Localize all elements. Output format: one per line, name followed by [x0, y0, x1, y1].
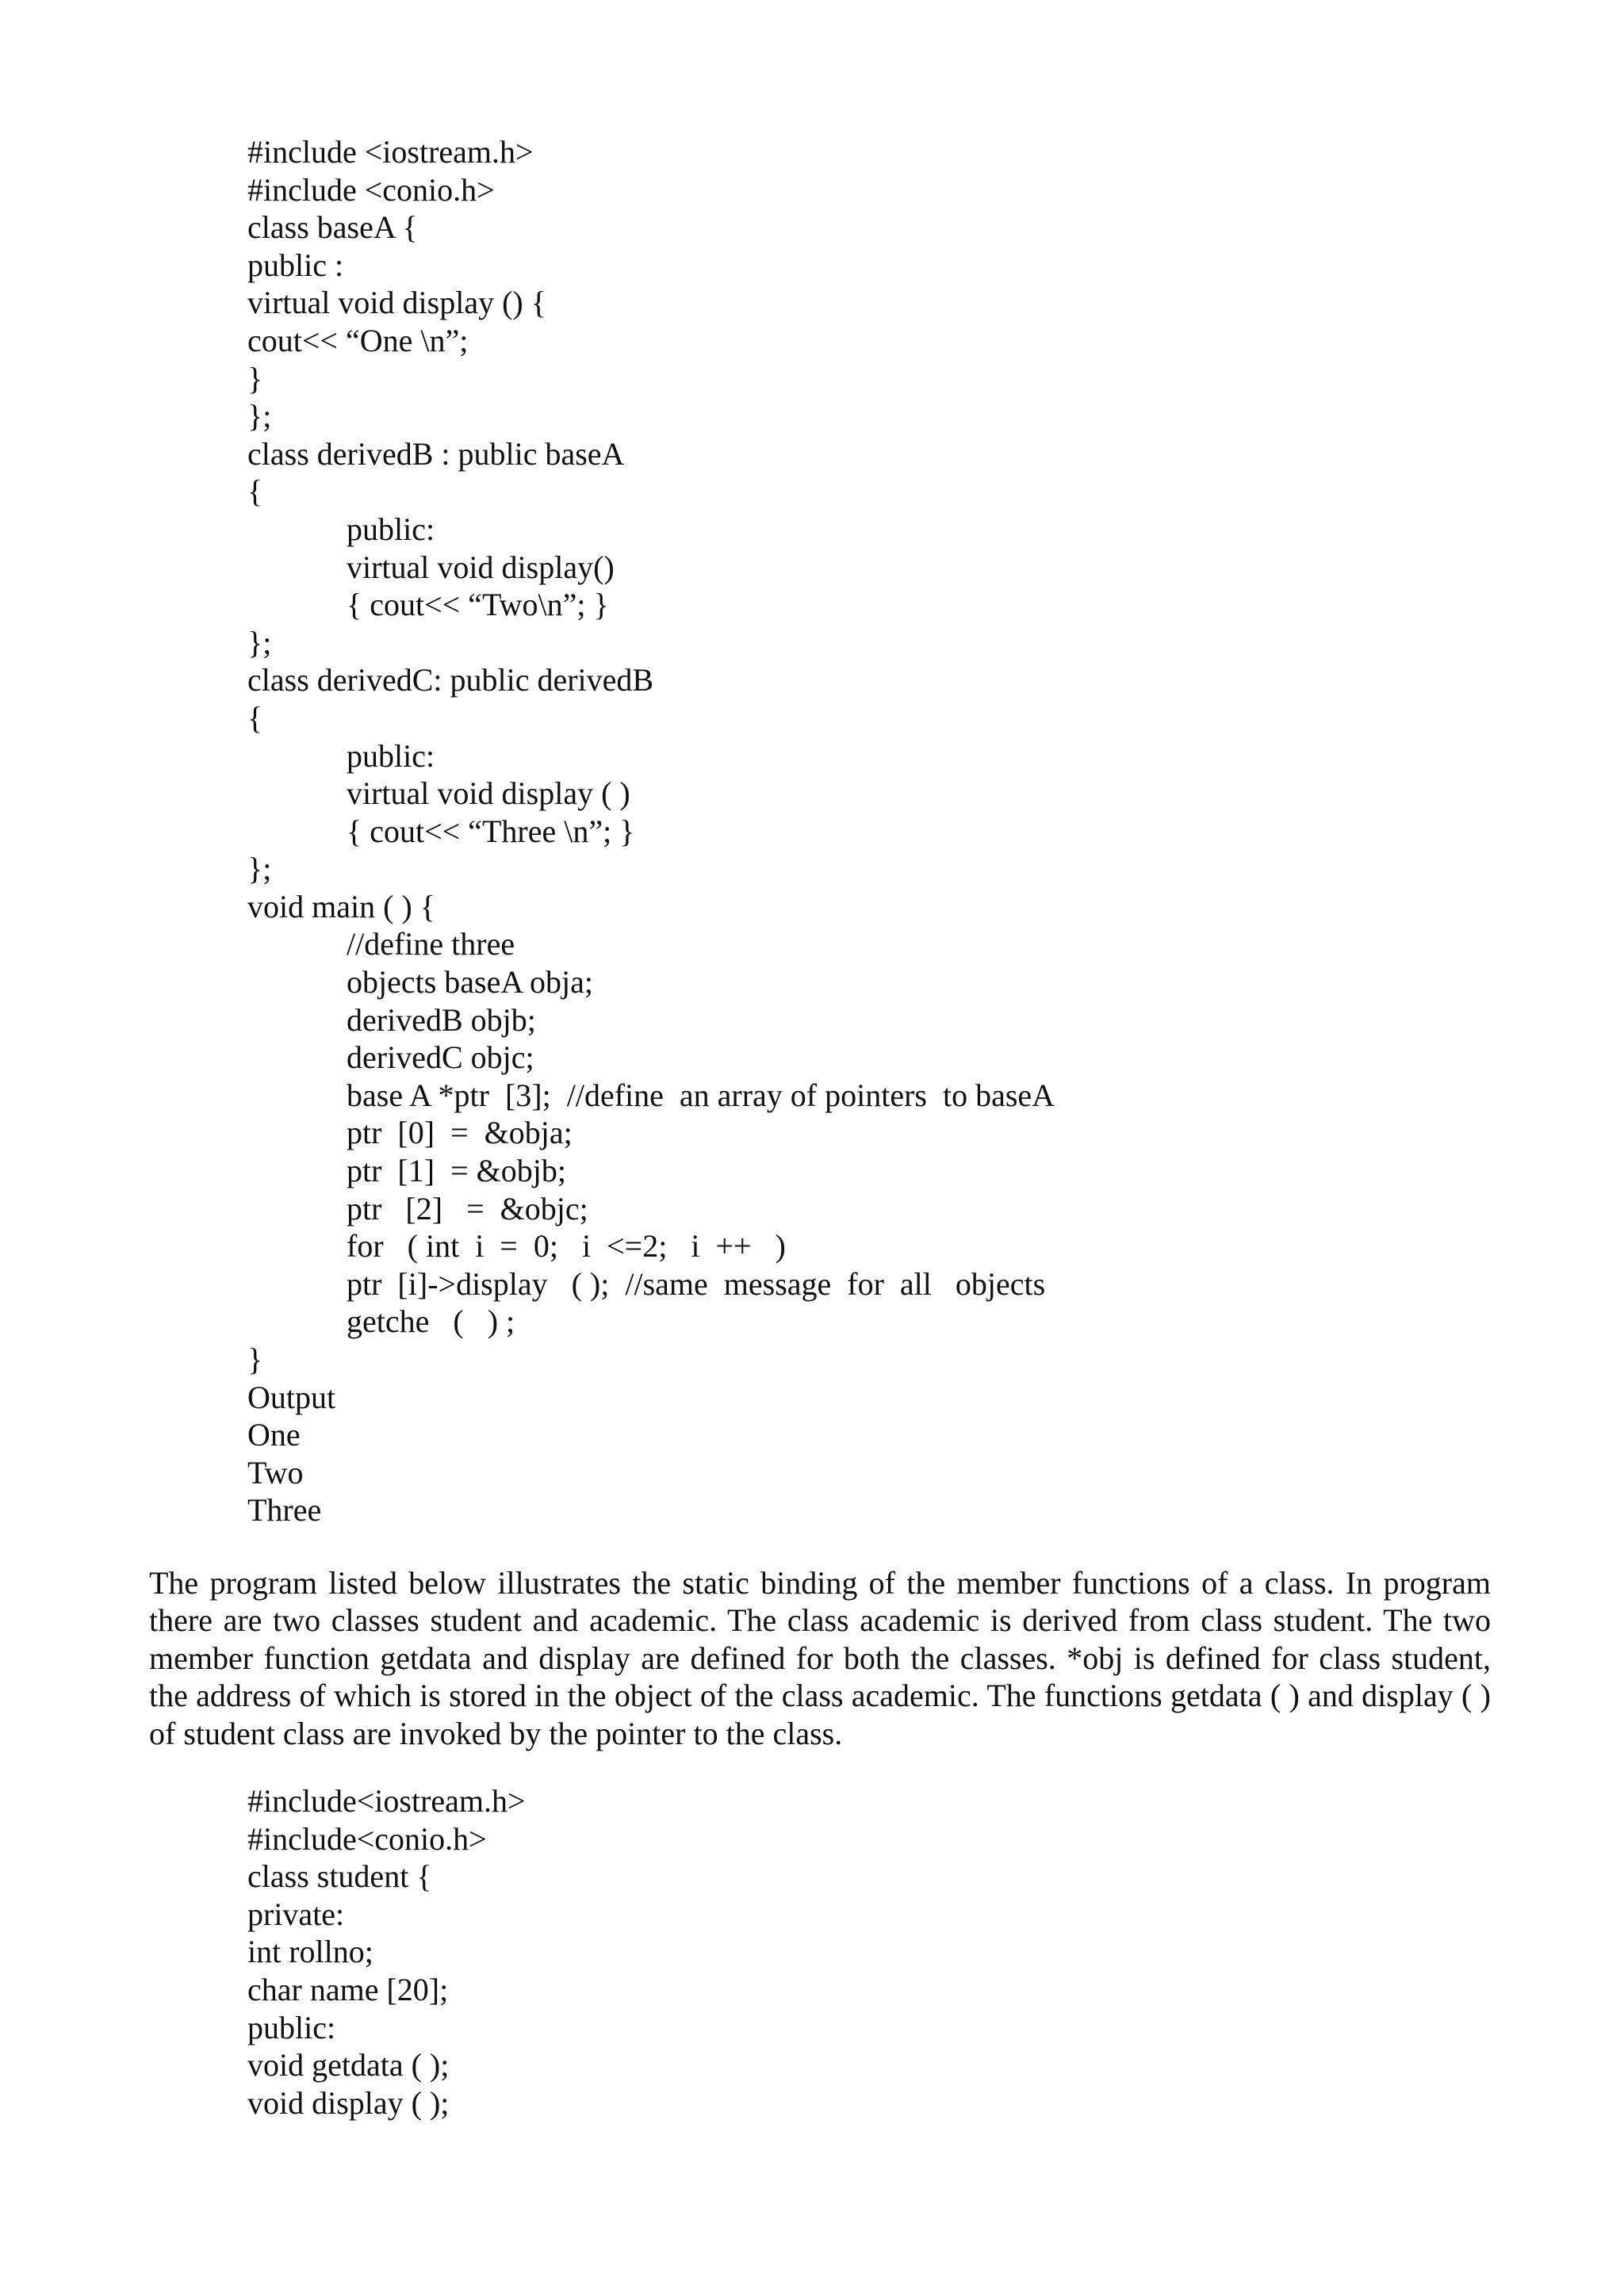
code-line: Two — [247, 1454, 304, 1490]
code-line: char name [20]; — [247, 1971, 449, 2007]
code-line: ptr [0] = &obja; — [347, 1115, 573, 1151]
code-listing-virtual-functions — [247, 133, 1055, 1529]
code-line: { cout<< “Three \n”; } — [347, 813, 635, 849]
code-line: { cout<< “Two\n”; } — [347, 587, 609, 623]
code-line: class student { — [247, 1858, 432, 1895]
code-line: base A *ptr [3]; //define an array of pointers to baseA — [347, 1077, 1055, 1113]
code-line: Three — [247, 1492, 322, 1529]
code-line: #include <conio.h> — [247, 171, 495, 208]
code-line: getche ( ) ; — [347, 1303, 515, 1340]
code-line: { — [247, 473, 263, 510]
code-line: for ( int i = 0; i <=2; i ++ ) — [347, 1228, 786, 1265]
code-line: cout<< “One \n”; — [247, 322, 469, 358]
code-line: void display ( ); — [247, 2084, 450, 2121]
code-line: ptr [2] = &objc; — [347, 1190, 588, 1226]
code-line: public : — [247, 247, 344, 283]
code-line: class baseA { — [247, 209, 418, 246]
code-line: #include<conio.h> — [247, 1820, 487, 1857]
code-line: public: — [347, 737, 435, 774]
code-line: void main ( ) { — [247, 888, 435, 924]
code-line: { — [247, 699, 263, 736]
code-line: #include<iostream.h> — [247, 1783, 526, 1819]
code-line: int rollno; — [247, 1934, 373, 1970]
code-line: public: — [347, 511, 435, 547]
code-line: } — [247, 360, 263, 396]
code-line: derivedC objc; — [347, 1039, 534, 1076]
code-line: derivedB objb; — [347, 1001, 536, 1038]
code-line: }; — [247, 624, 272, 660]
code-line: ptr [1] = &objb; — [347, 1153, 566, 1189]
code-line: class derivedC: public derivedB — [247, 662, 654, 698]
code-line: class derivedB : public baseA — [247, 435, 625, 472]
code-line: objects baseA obja; — [347, 964, 594, 1001]
code-line: Output — [247, 1379, 336, 1415]
code-line: private: — [247, 1896, 345, 1932]
code-line: virtual void display ( ) — [347, 775, 630, 812]
code-listing-student-class — [247, 1782, 526, 2122]
code-line: ptr [i]->display ( ); //same message for all objects — [347, 1265, 1046, 1302]
paragraph-static-binding: The program listed below illustrates the static binding of the member functions of a class. In program there are two classes student and academic. The class academic is derived from class student. The two member function getdata and display are defined for both the classes. *obj is defined for class student, the address of which is stored in the object of the class academic. The functions getdata ( ) and display ( ) of student class are invoked by the pointer to the class. — [149, 1565, 1491, 1751]
code-line: #include <iostream.h> — [247, 134, 534, 170]
code-line: public: — [247, 2009, 336, 2045]
code-line: virtual void display () { — [247, 285, 546, 321]
code-line: //define three — [347, 926, 515, 962]
code-line: virtual void display() — [347, 549, 615, 585]
code-line: One — [247, 1417, 301, 1453]
code-line: }; — [247, 851, 272, 887]
code-line: } — [247, 1341, 263, 1377]
code-line: void getdata ( ); — [247, 2047, 450, 2084]
code-line: }; — [247, 398, 272, 434]
